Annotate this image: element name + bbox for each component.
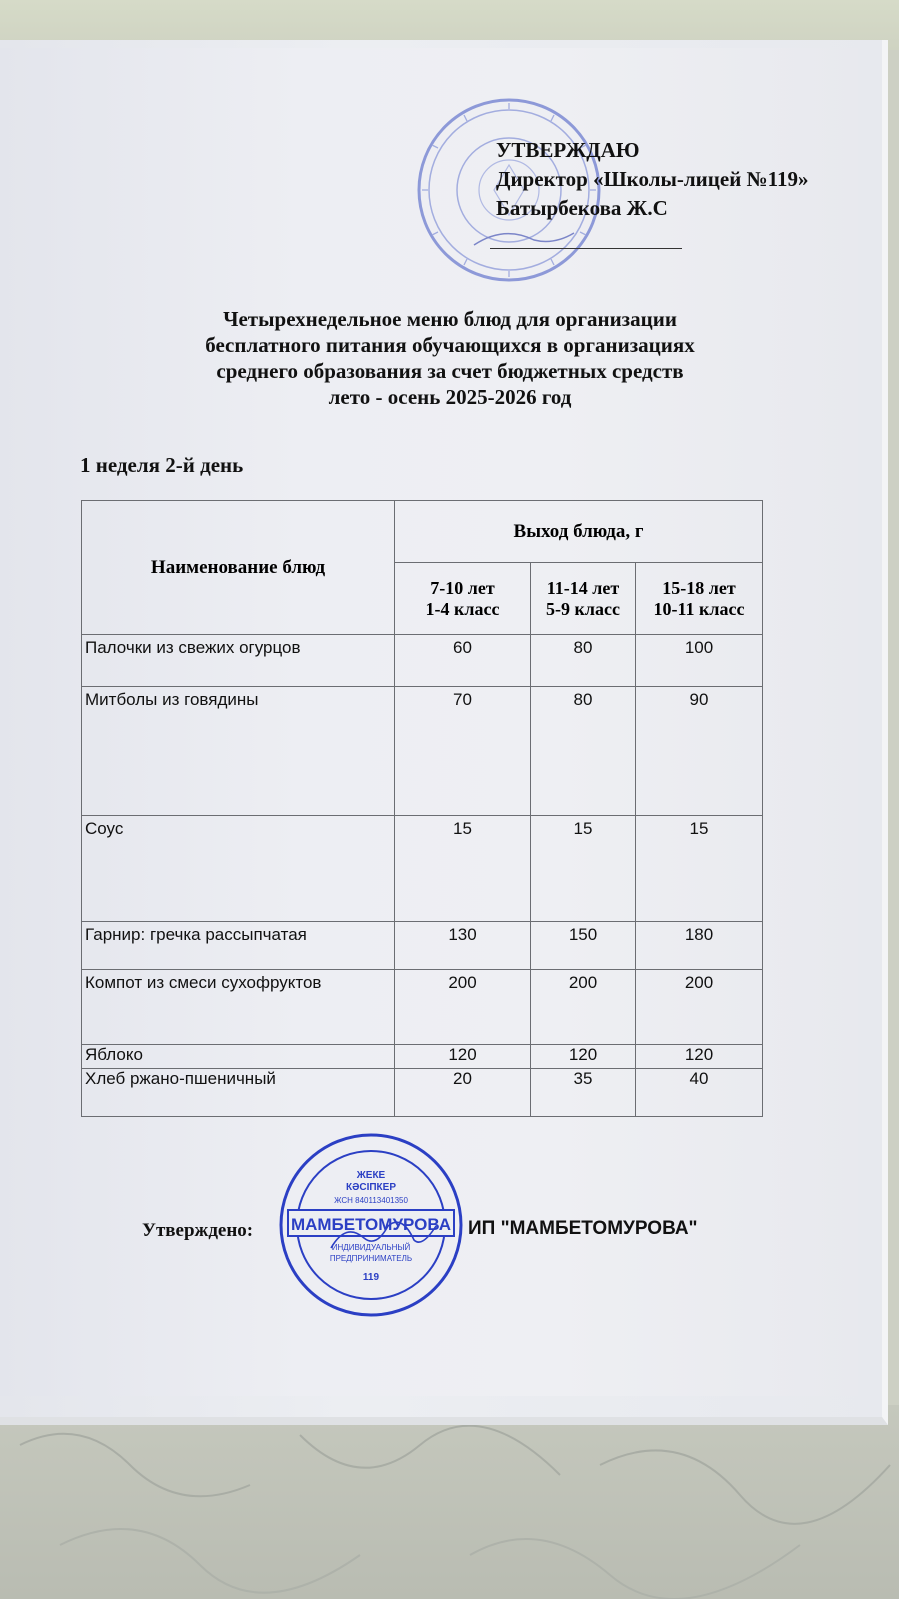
approval-title: УТВЕРЖДАЮ xyxy=(496,138,640,162)
stamp-text: МАМБЕТОМУРОВА xyxy=(290,1215,452,1234)
stamp-text: 119 xyxy=(362,1272,380,1283)
stamp-text: ЖСН 840113401350 xyxy=(334,1196,408,1205)
dish-name: Гарнир: гречка рассыпчатая xyxy=(82,922,395,970)
dish-yield: 200 xyxy=(531,970,636,1045)
signature-line xyxy=(490,248,682,249)
dish-yield: 20 xyxy=(395,1069,531,1117)
header-age-group xyxy=(636,563,763,635)
header-age-group xyxy=(531,563,636,635)
approval-director: Директор «Школы-лицей №119» xyxy=(496,167,809,191)
stamp-text: ЖЕКЕ xyxy=(356,1170,386,1181)
dish-yield: 15 xyxy=(395,816,531,922)
dish-yield: 150 xyxy=(531,922,636,970)
dish-yield: 90 xyxy=(636,687,763,816)
title-line: Четырехнедельное меню блюд для организации xyxy=(223,307,677,331)
document-title xyxy=(150,306,750,410)
dish-yield: 70 xyxy=(395,687,531,816)
dish-name: Хлеб ржано-пшеничный xyxy=(82,1069,395,1117)
dish-yield: 80 xyxy=(531,635,636,687)
table-row xyxy=(82,635,763,687)
stamp-text: КӘСІПКЕР xyxy=(346,1182,396,1193)
dish-yield: 15 xyxy=(531,816,636,922)
approved-label: Утверждено: xyxy=(142,1220,254,1241)
company-name: ИП "МАМБЕТОМУРОВА" xyxy=(468,1218,698,1239)
week-day-label: 1 неделя 2-й день xyxy=(80,453,244,477)
dish-yield: 120 xyxy=(531,1045,636,1069)
header-age-group xyxy=(395,563,531,635)
header-dish-name: Наименование блюд xyxy=(82,501,395,635)
dish-yield: 200 xyxy=(636,970,763,1045)
dish-yield: 40 xyxy=(636,1069,763,1117)
title-line: бесплатного питания обучающихся в организациях xyxy=(205,333,695,357)
table-row xyxy=(82,687,763,816)
age-group-grades: 10-11 класс xyxy=(653,598,745,619)
table-row xyxy=(82,1069,763,1117)
dish-name: Яблоко xyxy=(82,1045,395,1069)
approval-signatory: Батырбекова Ж.С xyxy=(496,196,668,220)
age-group-years: 7-10 лет xyxy=(430,577,495,598)
table-row xyxy=(82,1045,763,1069)
menu-table xyxy=(81,500,763,1117)
wall-background-bottom xyxy=(0,1405,899,1599)
dish-name: Компот из смеси сухофруктов xyxy=(82,970,395,1045)
stamp-text: ИНДИВИДУАЛЬНЫЙ xyxy=(331,1243,411,1252)
dish-yield: 130 xyxy=(395,922,531,970)
age-group-grades: 5-9 класс xyxy=(546,598,620,619)
dish-yield: 15 xyxy=(636,816,763,922)
dish-yield: 180 xyxy=(636,922,763,970)
dish-name: Соус xyxy=(82,816,395,922)
dish-yield: 60 xyxy=(395,635,531,687)
approval-block xyxy=(496,136,809,223)
header-yield: Выход блюда, г xyxy=(395,501,763,563)
dish-name: Палочки из свежих огурцов xyxy=(82,635,395,687)
dish-yield: 200 xyxy=(395,970,531,1045)
age-group-years: 15-18 лет xyxy=(662,577,736,598)
dish-yield: 100 xyxy=(636,635,763,687)
age-group-grades: 1-4 класс xyxy=(425,598,500,619)
table-row xyxy=(82,922,763,970)
table-row xyxy=(82,816,763,922)
dish-yield: 120 xyxy=(395,1045,531,1069)
dish-yield: 120 xyxy=(636,1045,763,1069)
stamp-text: ПРЕДПРИНИМАТЕЛЬ xyxy=(329,1254,413,1263)
title-line: среднего образования за счет бюджетных средств xyxy=(216,359,684,383)
wall-pattern xyxy=(0,1405,899,1599)
age-group-years: 11-14 лет xyxy=(546,577,620,598)
dish-yield: 35 xyxy=(531,1069,636,1117)
entrepreneur-seal-stamp xyxy=(276,1130,466,1320)
dish-yield: 80 xyxy=(531,687,636,816)
table-row xyxy=(82,970,763,1045)
title-line: лето - осень 2025-2026 год xyxy=(328,385,572,409)
dish-name: Митболы из говядины xyxy=(82,687,395,816)
